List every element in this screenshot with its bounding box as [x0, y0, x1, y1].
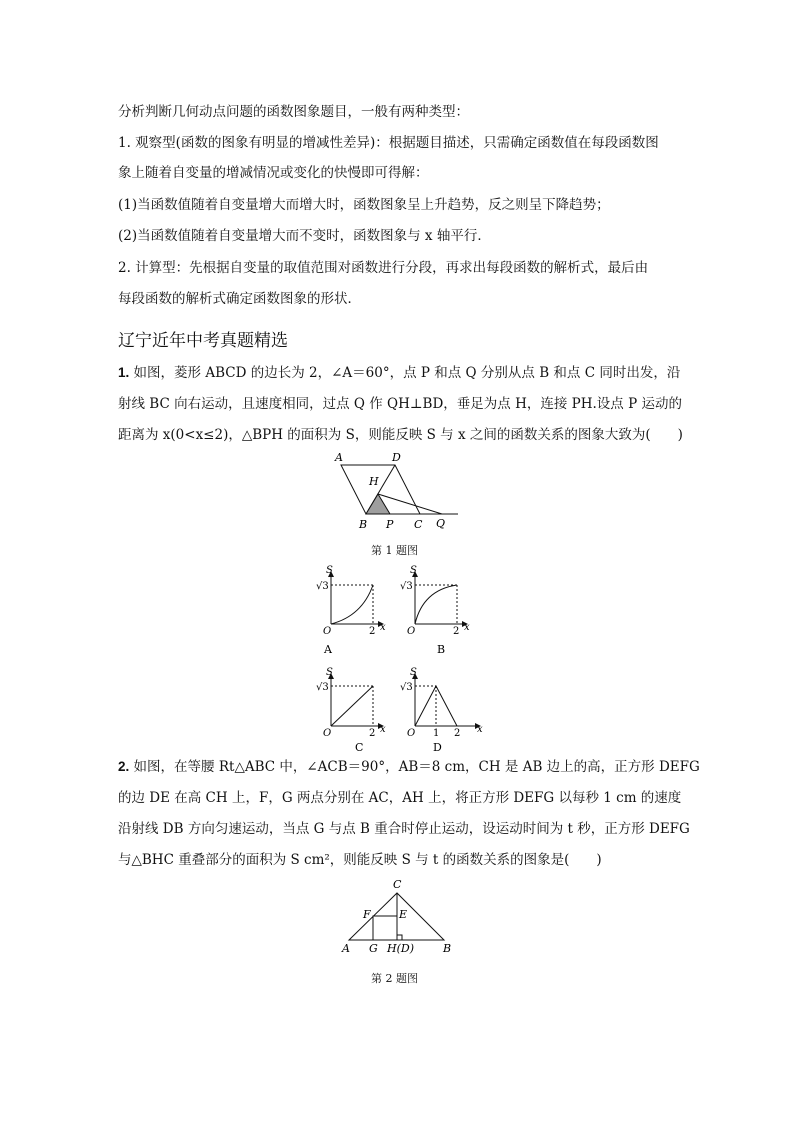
q2-figure-caption: 第 2 题图: [371, 972, 418, 985]
graph-d-s: S: [410, 667, 417, 678]
q1-line-3: 距离为 x(0<x≤2)，△BPH 的面积为 S，则能反映 S 与 x 之间的函数关系的图象大致为( ): [118, 427, 683, 443]
q1-line-1: [118, 364, 680, 382]
label-c: C: [414, 518, 423, 531]
graph-d-o: O: [407, 728, 416, 739]
q1-line-2: 射线 BC 向右运动，且速度相同，过点 Q 作 QH⊥BD，垂足为点 H，连接 PH.设点 P 运动的: [118, 396, 682, 412]
q2-line-3: 沿射线 DB 方向匀速运动，当点 G 与点 B 重合时停止运动，设运动时间为 t 秒，正方形 DEFG: [118, 821, 690, 837]
right-angle-mark: [397, 935, 402, 940]
graph-d-one: 1: [433, 728, 440, 739]
q2-label-hd: H(D): [387, 942, 414, 955]
graph-a-x: x: [380, 622, 386, 633]
intro-line-1: 分析判断几何动点问题的函数图象题目，一般有两种类型：: [118, 104, 469, 120]
graph-b-o: O: [407, 626, 416, 637]
q1-text-1: 如图，菱形 ABCD 的边长为 2，∠A＝60°，点 P 和点 Q 分别从点 B 和点 C 同时出发，沿: [129, 365, 681, 381]
option-b-label: B: [437, 643, 446, 656]
graph-b[interactable]: [400, 565, 470, 656]
label-a: A: [335, 451, 343, 464]
q1-figure: [320, 448, 470, 532]
graph-c-x: x: [380, 724, 386, 735]
q1-number: 1.: [118, 365, 130, 380]
q2-label-e: E: [399, 908, 408, 921]
q2-line-4: 与△BHC 重叠部分的面积为 S cm²，则能反映 S 与 t 的函数关系的图象是( ): [118, 852, 602, 868]
q2-label-b: B: [443, 942, 452, 955]
graph-b-x: x: [464, 622, 470, 633]
graph-a-root3: √3: [316, 581, 329, 592]
graph-c-line: [331, 686, 373, 726]
graph-a-curve: [331, 585, 373, 624]
q2-line-1: [118, 758, 700, 776]
q2-label-a: A: [342, 942, 350, 955]
intro-line-3: 象上随着自变量的增减情况或变化的快慢即可得解：: [118, 165, 429, 181]
graph-d[interactable]: [400, 667, 483, 754]
graph-a-o: O: [323, 626, 332, 637]
label-d: D: [392, 451, 401, 464]
graph-a-two: 2: [369, 626, 376, 637]
graph-d-two: 2: [454, 728, 461, 739]
graph-a[interactable]: [316, 565, 386, 656]
intro-line-6: 2. 计算型：先根据自变量的取值范围对函数进行分段，再求出每段函数的解析式，最后由: [118, 260, 649, 276]
graph-c-s: S: [326, 667, 333, 678]
label-b: B: [359, 518, 368, 531]
graph-a-s: S: [326, 565, 333, 576]
q2-number: 2.: [118, 759, 130, 774]
graph-b-root3: √3: [400, 581, 413, 592]
q2-figure: [336, 876, 458, 956]
graph-b-s: S: [410, 565, 417, 576]
intro-line-2: 1. 观察型(函数的图象有明显的增减性差异)：根据题目描述，只需确定函数值在每段函数图: [118, 135, 659, 151]
intro-line-5: (2)当函数值随着自变量增大而不变时，函数图象与 x 轴平行．: [118, 228, 491, 244]
graph-c[interactable]: [316, 667, 386, 754]
option-a-label: A: [324, 643, 332, 656]
section-heading: 辽宁近年中考真题精选: [118, 331, 288, 351]
option-c-label: C: [355, 741, 364, 754]
graph-d-root3: √3: [400, 682, 413, 693]
q2-label-f: F: [363, 908, 371, 921]
label-h: H: [369, 475, 379, 488]
graph-d-x: x: [477, 724, 483, 735]
q2-label-c: C: [393, 878, 402, 891]
q1-figure-caption: 第 1 题图: [371, 544, 418, 557]
graph-c-two: 2: [369, 728, 376, 739]
graph-c-o: O: [323, 728, 332, 739]
q2-label-g: G: [369, 942, 378, 955]
label-p: P: [386, 518, 394, 531]
q1-option-graphs: [310, 560, 510, 756]
graph-b-two: 2: [453, 626, 460, 637]
label-q: Q: [436, 517, 446, 530]
q2-text-1: 如图，在等腰 Rt△ABC 中，∠ACB＝90°，AB＝8 cm，CH 是 AB 边上的高，正方形 DEFG: [129, 759, 700, 775]
intro-line-7: 每段函数的解析式确定函数图象的形状．: [118, 291, 361, 307]
intro-line-4: (1)当函数值随着自变量增大而增大时，函数图象呈上升趋势，反之则呈下降趋势；: [118, 197, 610, 213]
graph-b-curve: [415, 585, 457, 624]
q2-line-2: 的边 DE 在高 CH 上，F，G 两点分别在 AC，AH 上，将正方形 DEFG 以每秒 1 cm 的速度: [118, 790, 682, 806]
option-d-label: D: [433, 741, 442, 754]
square-defg: [373, 916, 397, 940]
graph-c-root3: √3: [316, 682, 329, 693]
